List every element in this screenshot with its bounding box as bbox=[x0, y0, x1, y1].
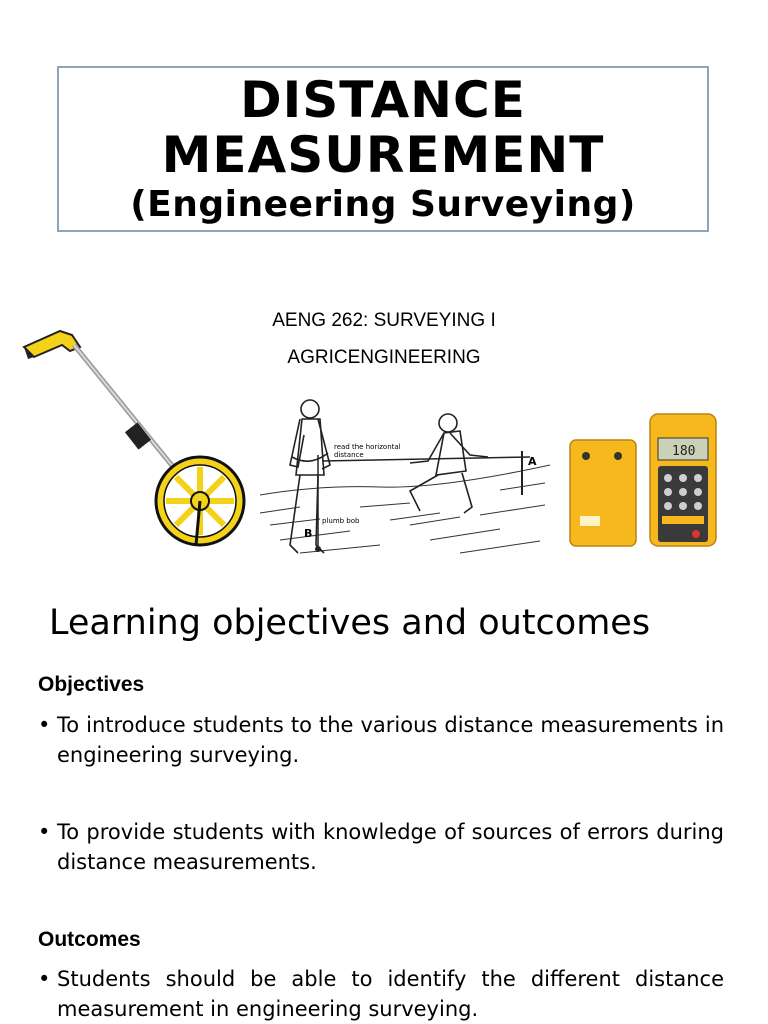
label-point-a: A bbox=[528, 455, 537, 468]
section-heading: Learning objectives and outcomes bbox=[49, 603, 651, 643]
title-line-1: DISTANCE bbox=[240, 71, 526, 129]
objective-text-2: To provide students with knowledge of sources of errors during distance measurements. bbox=[57, 820, 724, 874]
bullet-icon: • bbox=[38, 820, 51, 844]
label-read: read the horizontal bbox=[334, 443, 401, 451]
measuring-wheel-image bbox=[20, 325, 252, 553]
title-line-2: MEASUREMENT bbox=[161, 126, 605, 184]
objective-text-1: To introduce students to the various distance measurements in engineering surveying. bbox=[57, 713, 724, 767]
department: AGRICENGINEERING bbox=[287, 347, 481, 368]
list-item bbox=[38, 710, 724, 770]
outcome-text-1: Students should be able to identify the different distance measurement in engineering surveying. bbox=[57, 967, 724, 1021]
distance-meter-devices-image bbox=[566, 412, 720, 550]
objectives-label: Objectives bbox=[38, 673, 145, 696]
subtitle: (Engineering Surveying) bbox=[130, 184, 636, 225]
course-code: AENG 262: SURVEYING I bbox=[272, 310, 496, 331]
title-box bbox=[57, 66, 709, 232]
list-item bbox=[38, 964, 724, 1024]
label-plumb-bob: plumb bob bbox=[322, 517, 360, 525]
outcomes-label: Outcomes bbox=[38, 928, 141, 951]
list-item bbox=[38, 817, 724, 877]
bullet-icon: • bbox=[38, 967, 51, 991]
label-distance: distance bbox=[334, 451, 364, 459]
bullet-icon: • bbox=[38, 713, 51, 737]
label-point-b: B bbox=[304, 527, 313, 540]
meter-display: 180 bbox=[672, 444, 696, 459]
surveyors-taping-image bbox=[260, 395, 550, 565]
